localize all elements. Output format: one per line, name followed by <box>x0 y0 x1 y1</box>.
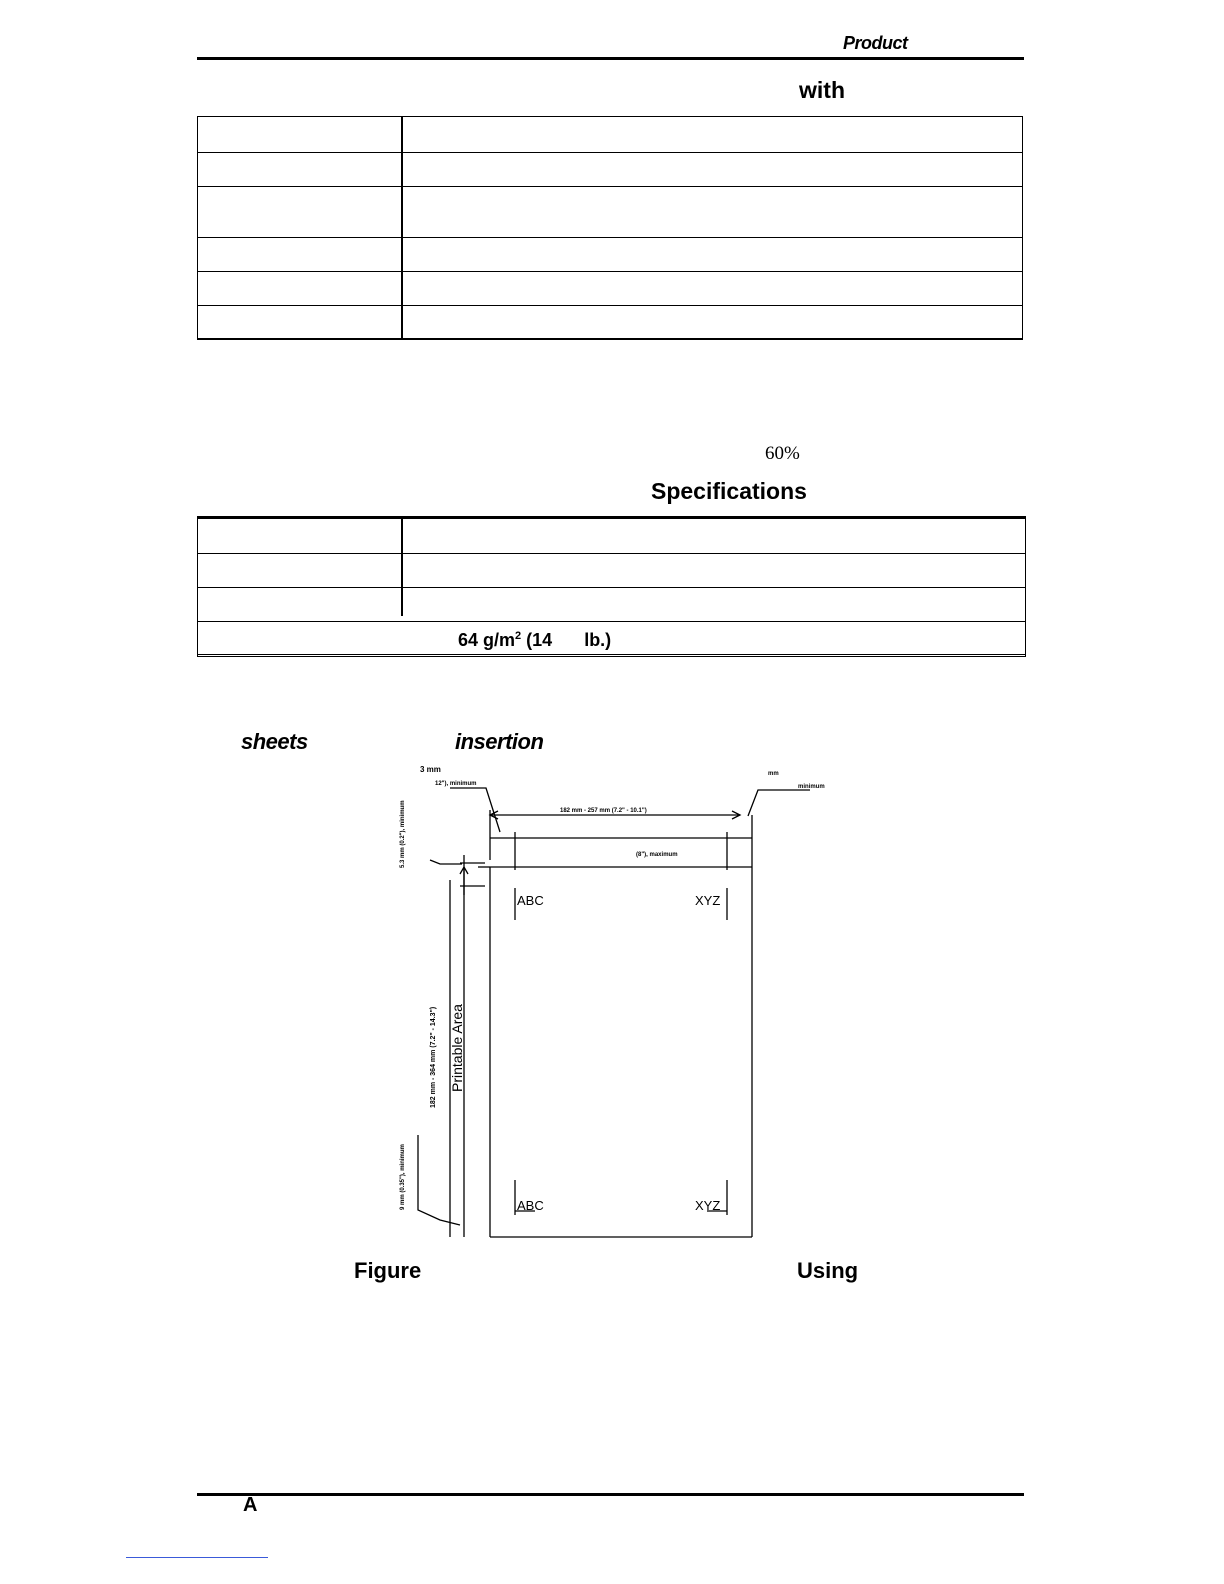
weight-value: 64 $g/m^2$ (14 lb.) <box>458 630 612 650</box>
table1-row <box>198 117 1022 153</box>
table2-row <box>198 554 1025 588</box>
paper-dimension-diagram <box>390 760 850 1250</box>
table2-row-weight <box>198 622 1025 655</box>
width-dimension-label: 182 mm - 257 mm (7.2" - 10.1") <box>560 808 647 814</box>
printable-area-label: Printable Area <box>449 1004 465 1092</box>
left-top-dimension-label: 5.3 mm (0.2"), minimum <box>400 800 406 868</box>
length-dimension-label: 182 mm - 364 mm (7.2" - 14.3") <box>430 1006 437 1108</box>
table2-column-divider <box>401 518 403 616</box>
top-right-mm: mm <box>768 771 779 777</box>
table2 <box>197 518 1026 657</box>
table2-heading: Specifications <box>651 478 807 504</box>
table1-row <box>198 272 1022 306</box>
table1-row <box>198 187 1022 238</box>
table2-row <box>198 588 1025 622</box>
top-right-minimum: minimum <box>798 784 825 790</box>
footer-rule <box>197 1493 1024 1496</box>
humidity-value: 60% <box>765 443 800 464</box>
insertion-word: insertion <box>455 729 544 754</box>
sheets-word: sheets <box>241 729 308 754</box>
bottom-dimension-label: 9 mm (0.35"), minimum <box>400 1144 406 1210</box>
table1-row <box>198 153 1022 187</box>
table1-row <box>198 306 1022 339</box>
left-margin-leader <box>450 788 500 832</box>
figure-caption-figure: Figure <box>354 1258 422 1283</box>
running-title: Product <box>843 33 908 53</box>
top-left-dimension-2: 12"), minimum <box>435 781 477 787</box>
footer-link-underline <box>126 1557 268 1558</box>
header-rule <box>197 57 1024 60</box>
table1-column-divider <box>401 117 403 339</box>
footer-letter: A <box>243 1494 258 1516</box>
print-width-label: (8"), maximum <box>636 852 678 858</box>
corner-bottom-left: ABC <box>517 1198 544 1213</box>
figure-caption-using: Using <box>797 1258 859 1283</box>
right-margin-leader <box>748 790 810 816</box>
top-left-dimension: 3 mm <box>420 765 441 774</box>
table1 <box>197 116 1023 340</box>
corner-top-left: ABC <box>517 893 544 908</box>
corner-bottom-right: XYZ <box>695 1198 721 1213</box>
corner-top-right: XYZ <box>695 893 721 908</box>
table2-row <box>198 518 1025 554</box>
table1-heading: with <box>799 77 845 103</box>
table1-row <box>198 238 1022 272</box>
